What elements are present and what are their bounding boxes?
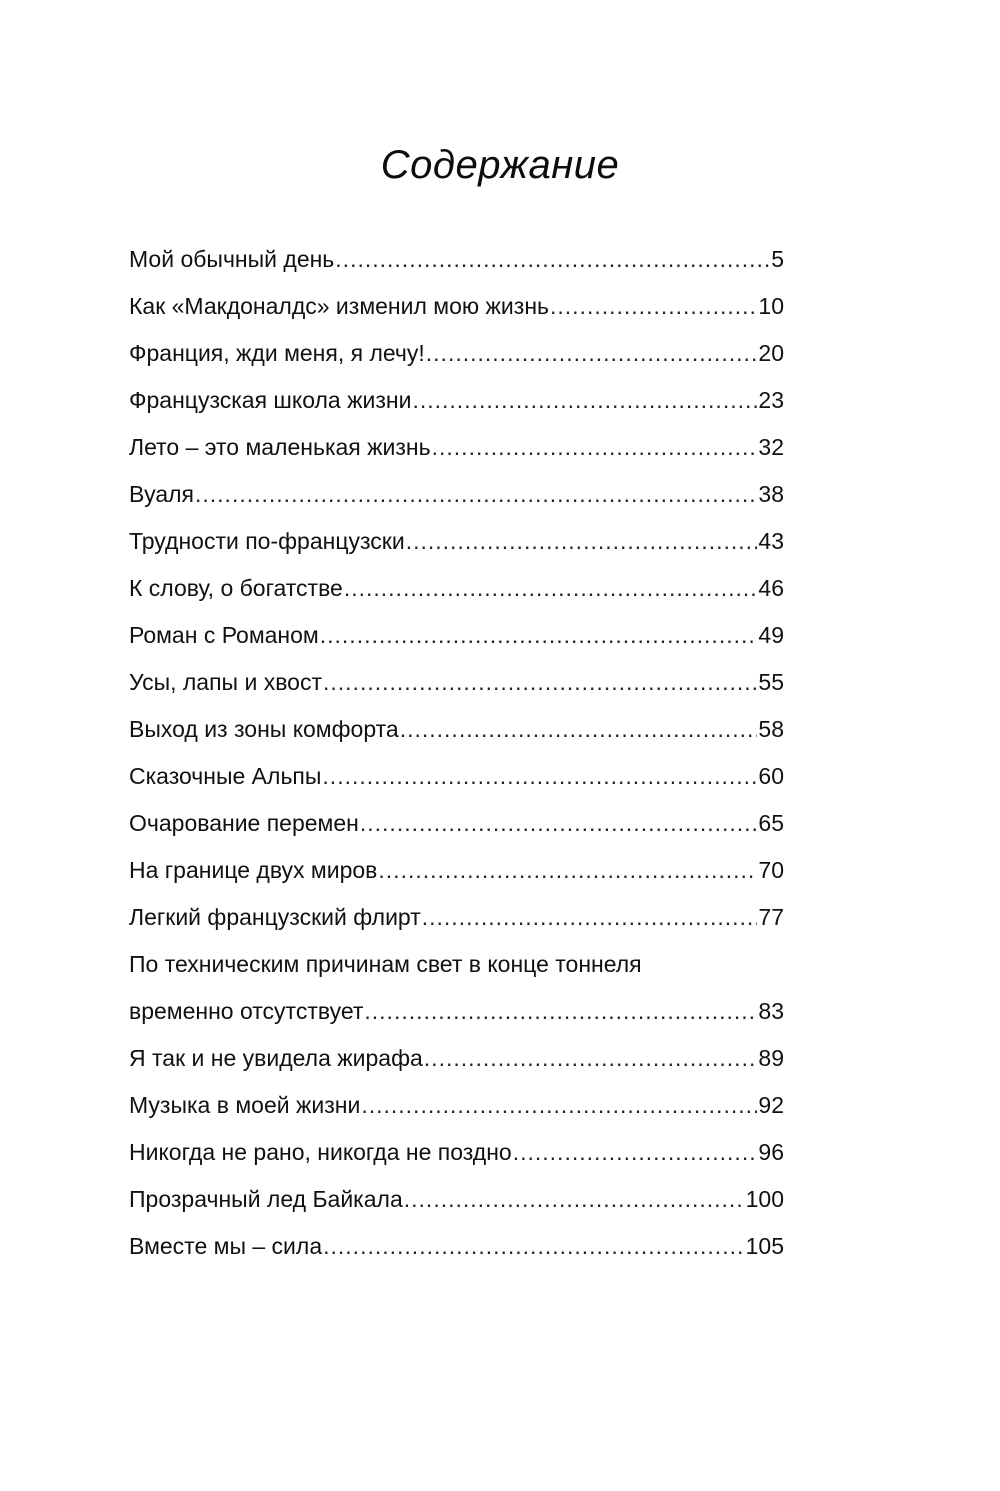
toc-entry[interactable]	[129, 377, 784, 424]
toc-entry-page: 23	[758, 387, 784, 413]
toc-entry-title: Я так и не увидела жирафа	[129, 1045, 423, 1071]
toc-entry-title: Франция, жди меня, я лечу!	[129, 340, 425, 366]
toc-entry-page: 70	[758, 857, 784, 883]
dot-leader	[323, 659, 757, 706]
toc-entry[interactable]	[129, 1223, 784, 1270]
toc-entry[interactable]	[129, 706, 784, 753]
toc-entry-title: Вуаля	[129, 481, 194, 507]
dot-leader	[378, 847, 757, 894]
toc-entry[interactable]	[129, 1129, 784, 1176]
dot-leader	[406, 518, 758, 565]
toc-entry-page: 20	[758, 340, 784, 366]
toc-entry-page: 32	[758, 434, 784, 460]
dot-leader	[550, 283, 757, 330]
toc-entry[interactable]	[129, 894, 784, 941]
toc-entry[interactable]	[129, 941, 784, 988]
toc-entry-page: 38	[758, 481, 784, 507]
toc-entry-title-cont: временно отсутствует	[129, 998, 364, 1024]
dot-leader	[323, 1223, 745, 1270]
toc-entry[interactable]	[129, 424, 784, 471]
toc-entry-title: Мой обычный день	[129, 246, 335, 272]
toc-entry-page: 43	[758, 528, 784, 554]
toc-entry[interactable]	[129, 1035, 784, 1082]
dot-leader	[361, 1082, 757, 1129]
dot-leader	[426, 330, 758, 377]
toc-entry-title: Как «Макдоналдс» изменил мою жизнь	[129, 293, 549, 319]
table-of-contents	[129, 236, 784, 1270]
toc-entry-continuation[interactable]	[129, 988, 784, 1035]
dot-leader	[364, 988, 757, 1035]
toc-entry[interactable]	[129, 800, 784, 847]
toc-entry-title: Никогда не рано, никогда не поздно	[129, 1139, 512, 1165]
toc-entry[interactable]	[129, 1082, 784, 1129]
toc-entry-title: Вместе мы – сила	[129, 1233, 323, 1259]
dot-leader	[322, 753, 757, 800]
dot-leader	[424, 1035, 758, 1082]
toc-entry-title: Трудности по-французски	[129, 528, 405, 554]
toc-entry-page: 105	[745, 1233, 784, 1259]
toc-entry-title: Музыка в моей жизни	[129, 1092, 361, 1118]
toc-entry-title: Выход из зоны комфорта	[129, 716, 399, 742]
dot-leader	[412, 377, 757, 424]
toc-entry-page: 100	[745, 1186, 784, 1212]
dot-leader	[335, 236, 770, 283]
toc-entry[interactable]	[129, 236, 784, 283]
dot-leader	[400, 706, 758, 753]
toc-entry-page: 65	[758, 810, 784, 836]
dot-leader	[195, 471, 757, 518]
toc-entry[interactable]	[129, 612, 784, 659]
dot-leader	[432, 424, 758, 471]
toc-entry-page: 10	[758, 293, 784, 319]
toc-entry-title: Прозрачный лед Байкала	[129, 1186, 403, 1212]
toc-entry-page: 77	[758, 904, 784, 930]
toc-entry-page: 58	[758, 716, 784, 742]
toc-entry-page: 92	[758, 1092, 784, 1118]
dot-leader	[344, 565, 758, 612]
toc-entry-page: 89	[758, 1045, 784, 1071]
toc-entry-page: 46	[758, 575, 784, 601]
toc-entry[interactable]	[129, 518, 784, 565]
toc-entry-page: 83	[758, 998, 784, 1024]
toc-entry[interactable]	[129, 565, 784, 612]
toc-entry-title: Лето – это маленькая жизнь	[129, 434, 431, 460]
toc-entry[interactable]	[129, 753, 784, 800]
dot-leader	[404, 1176, 745, 1223]
toc-entry-title: Легкий французский флирт	[129, 904, 421, 930]
toc-entry-title: На границе двух миров	[129, 857, 378, 883]
toc-entry-title: К слову, о богатстве	[129, 575, 343, 601]
toc-entry-page: 60	[758, 763, 784, 789]
toc-entry[interactable]	[129, 471, 784, 518]
toc-entry-title: Французская школа жизни	[129, 387, 412, 413]
dot-leader	[513, 1129, 758, 1176]
toc-entry-title: Роман с Романом	[129, 622, 319, 648]
dot-leader	[360, 800, 758, 847]
toc-entry[interactable]	[129, 659, 784, 706]
toc-entry[interactable]	[129, 330, 784, 377]
toc-entry-page: 55	[758, 669, 784, 695]
toc-entry-page: 96	[758, 1139, 784, 1165]
toc-entry-title: Усы, лапы и хвост	[129, 669, 322, 695]
toc-entry[interactable]	[129, 847, 784, 894]
toc-entry-page: 5	[771, 246, 784, 272]
dot-leader	[422, 894, 758, 941]
page-title: Содержание	[380, 143, 620, 187]
toc-entry[interactable]	[129, 1176, 784, 1223]
toc-entry-title: Сказочные Альпы	[129, 763, 322, 789]
dot-leader	[320, 612, 758, 659]
toc-entry-title: По техническим причинам свет в конце тоннеля	[129, 951, 642, 977]
toc-entry[interactable]	[129, 283, 784, 330]
toc-entry-title: Очарование перемен	[129, 810, 359, 836]
toc-entry-page: 49	[758, 622, 784, 648]
